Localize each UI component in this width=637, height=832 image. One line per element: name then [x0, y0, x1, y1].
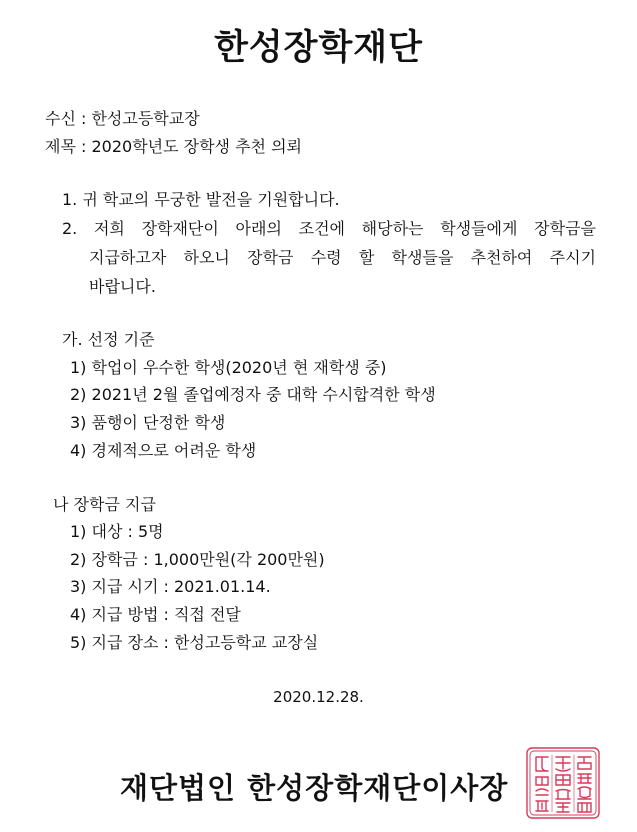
section-a-heading: 가. 선정 기준 — [62, 330, 155, 349]
section-b-item: 4) 지급 방법 : 직접 전달 — [70, 605, 241, 624]
paragraph-2-line-3: 바랍니다. — [89, 277, 156, 296]
section-b-item: 2) 장학금 : 1,000만원(각 200만원) — [70, 550, 325, 569]
section-b-heading: 나 장학금 지급 — [53, 495, 156, 514]
paragraph-1: 1. 귀 학교의 무궁한 발전을 기원합니다. — [62, 190, 340, 209]
recipient-line: 수신 : 한성고등학교장 — [45, 109, 200, 128]
subject-line: 제목 : 2020학년도 장학생 추천 의뢰 — [45, 137, 303, 156]
section-a-item: 4) 경제적으로 어려운 학생 — [70, 441, 257, 460]
section-b-item: 5) 지급 장소 : 한성고등학교 교장실 — [70, 633, 319, 652]
document-date: 2020.12.28. — [273, 688, 364, 706]
section-b-item: 3) 지급 시기 : 2021.01.14. — [70, 577, 271, 596]
issuer-name: 재단법인 한성장학재단이사장 — [120, 771, 509, 805]
section-a-item: 2) 2021년 2월 졸업예정자 중 대학 수시합격한 학생 — [70, 385, 436, 404]
section-b-item: 1) 대상 : 5명 — [70, 522, 164, 541]
official-seal-stamp — [524, 745, 602, 821]
document-title: 한성장학재단 — [214, 28, 423, 68]
paragraph-2-line-2: 지급하고자 하오니 장학금 수령 할 학생들을 추천하여 주시기 — [89, 248, 596, 267]
section-a-item: 3) 품행이 단정한 학생 — [70, 413, 226, 432]
section-a-item: 1) 학업이 우수한 학생(2020년 현 재학생 중) — [70, 358, 387, 377]
paragraph-2-line-1: 2. 저희 장학재단이 아래의 조건에 해당하는 학생들에게 장학금을 — [62, 219, 596, 238]
